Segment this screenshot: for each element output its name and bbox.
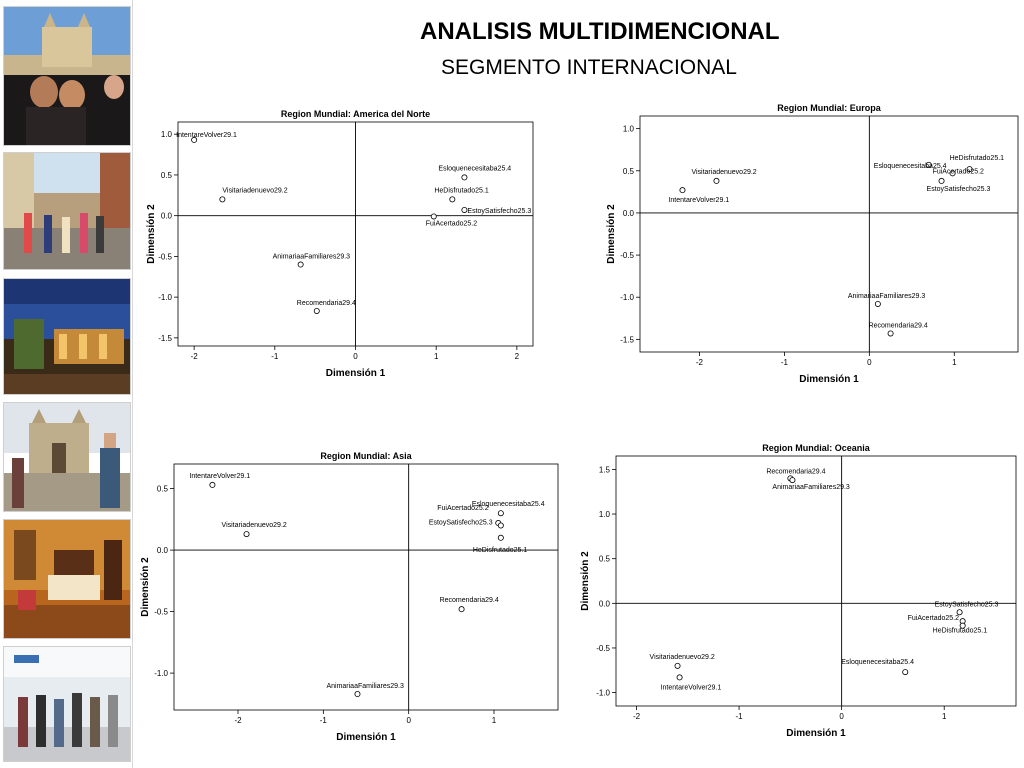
point-label: Visitariadenuevo29.2	[649, 653, 715, 661]
x-tick-label: -2	[234, 716, 242, 725]
y-axis-label: Dimensión 2	[146, 204, 157, 264]
y-tick-label: 1.0	[160, 130, 172, 140]
photo-strip	[0, 0, 133, 768]
point-label: HeDisfrutado25.1	[932, 627, 988, 635]
data-point	[355, 691, 360, 696]
x-tick-label: 1	[941, 712, 947, 721]
point-label: Esloquenecesitaba25.4	[438, 165, 512, 173]
point-label: AnimariaaFamiliares29.3	[272, 253, 351, 261]
point-label: FuiAcertado25.2	[425, 220, 478, 228]
y-tick-label: -1.0	[154, 669, 168, 679]
y-tick-label: 0.5	[598, 554, 610, 564]
point-label: AnimariaaFamiliares29.3	[847, 292, 926, 300]
data-point	[462, 175, 467, 180]
point-label: Esloquenecesitaba25.4	[873, 162, 947, 170]
data-point	[675, 663, 680, 668]
point-label: FuiAcertado25.2	[437, 505, 489, 513]
data-point	[903, 669, 908, 674]
point-label: HeDisfrutado25.1	[434, 187, 489, 195]
photo-airport-travelers	[3, 646, 131, 762]
photo-hotel-room	[3, 519, 131, 639]
point-label: Esloquenecesitaba25.4	[841, 659, 915, 667]
data-point	[498, 535, 503, 540]
point-label: EstoySatisfecho25.3	[428, 519, 493, 527]
point-label: AnimariaaFamiliares29.3	[772, 484, 850, 492]
data-point	[790, 478, 795, 483]
x-tick-label: 0	[867, 358, 872, 367]
point-label: EstoySatisfecho25.3	[926, 185, 991, 193]
y-tick-label: -0.5	[596, 643, 610, 653]
x-tick-label: 0	[406, 716, 411, 725]
data-point	[298, 262, 303, 267]
photo-cathedral-rooftop-tourists	[3, 6, 131, 146]
data-point	[957, 610, 962, 615]
point-label: IntentareVolver29.1	[189, 472, 251, 480]
data-point	[220, 197, 225, 202]
point-label: FuiAcertado25.2	[907, 615, 960, 623]
y-tick-label: -1.5	[620, 335, 634, 345]
x-axis-label: Dimensión 1	[786, 728, 846, 738]
point-label: Recomendaria29.4	[296, 299, 356, 307]
page-title: ANALISIS MULTIDIMENCIONAL	[420, 18, 780, 45]
y-tick-label: -1.0	[596, 688, 610, 698]
chart-title: Region Mundial: Oceania	[762, 443, 870, 453]
point-label: Recomendaria29.4	[868, 322, 928, 330]
y-axis-label: Dimensión 2	[606, 204, 617, 264]
y-tick-label: 0.0	[598, 599, 610, 609]
y-tick-label: 0.5	[160, 170, 172, 180]
point-label: IntentareVolver29.1	[176, 131, 237, 139]
y-tick-label: 1.0	[598, 510, 610, 520]
y-tick-label: -1.0	[158, 293, 172, 303]
y-axis-label: Dimensión 2	[580, 551, 591, 611]
x-tick-label: -1	[319, 716, 327, 725]
x-axis-label: Dimensión 1	[799, 374, 859, 385]
data-point	[677, 675, 682, 680]
point-label: FuiAcertado25.2	[932, 168, 984, 176]
x-axis-label: Dimensión 1	[336, 732, 396, 743]
data-point	[875, 301, 880, 306]
chart-title: Region Mundial: Asia	[320, 451, 412, 461]
y-tick-label: 0.0	[156, 546, 168, 556]
point-label: IntentareVolver29.1	[668, 197, 730, 205]
x-tick-label: -1	[780, 358, 788, 367]
data-point	[459, 607, 464, 612]
x-tick-label: 1	[433, 352, 439, 361]
x-axis-label: Dimensión 1	[325, 368, 386, 379]
chart-title: Region Mundial: America del Norte	[280, 109, 431, 119]
x-tick-label: -1	[271, 352, 279, 361]
plot-frame	[616, 456, 1016, 706]
x-tick-label: 2	[514, 352, 520, 361]
y-tick-label: 0.0	[622, 208, 634, 218]
y-tick-label: 1.0	[622, 124, 634, 134]
y-tick-label: -0.5	[620, 251, 634, 261]
data-point	[498, 523, 503, 528]
data-point	[498, 511, 503, 516]
data-point	[462, 207, 467, 212]
point-label: EstoySatisfecho25.3	[467, 207, 532, 215]
data-point	[244, 532, 249, 537]
chart-oceania	[574, 438, 1020, 738]
point-label: AnimariaaFamiliares29.3	[326, 683, 404, 691]
x-tick-label: 1	[491, 716, 497, 725]
x-tick-label: -2	[695, 358, 704, 367]
photo-night-courtyard-hotel	[3, 278, 131, 395]
point-label: IntentareVolver29.1	[660, 684, 722, 692]
data-point	[314, 308, 319, 313]
chart-asia	[134, 448, 564, 748]
data-point	[888, 331, 893, 336]
point-label: Esloquenecesitaba25.4	[471, 501, 545, 509]
y-tick-label: -0.5	[154, 607, 168, 617]
data-point	[450, 197, 455, 202]
point-label: HeDisfrutado25.1	[949, 155, 1005, 163]
page-subtitle: SEGMENTO INTERNACIONAL	[441, 56, 737, 79]
data-point	[680, 188, 685, 193]
point-label: Visitariadenuevo29.2	[691, 168, 757, 176]
point-label: Visitariadenuevo29.2	[221, 522, 287, 530]
point-label: EstoySatisfecho25.3	[934, 601, 999, 609]
x-tick-label: -1	[735, 712, 743, 721]
x-tick-label: -2	[632, 712, 641, 721]
chart-america-del-norte	[140, 104, 540, 380]
plot-frame	[640, 116, 1018, 352]
x-tick-label: 0	[839, 712, 844, 721]
y-axis-label: Dimensión 2	[140, 557, 151, 617]
photo-colonial-street-crowd	[3, 152, 131, 270]
chart-title: Region Mundial: Europa	[777, 103, 881, 113]
y-tick-label: 1.5	[598, 465, 610, 475]
point-label: Visitariadenuevo29.2	[222, 187, 288, 195]
x-tick-label: -2	[190, 352, 198, 361]
x-tick-label: 1	[952, 358, 957, 367]
y-tick-label: 0.0	[160, 211, 172, 221]
point-label: Recomendaria29.4	[439, 597, 499, 605]
y-tick-label: -0.5	[158, 252, 172, 262]
data-point	[210, 482, 215, 487]
y-tick-label: -1.5	[158, 333, 172, 343]
chart-europa	[600, 98, 1020, 388]
x-tick-label: 0	[353, 352, 358, 361]
y-tick-label: 0.5	[156, 484, 168, 494]
y-tick-label: 0.5	[622, 166, 634, 176]
data-point	[939, 178, 944, 183]
point-label: Recomendaria29.4	[766, 468, 826, 476]
data-point	[714, 178, 719, 183]
point-label: HeDisfrutado25.1	[472, 546, 528, 554]
y-tick-label: -1.0	[620, 293, 634, 303]
data-point	[431, 214, 436, 219]
photo-church-plaza-visitors	[3, 402, 131, 512]
